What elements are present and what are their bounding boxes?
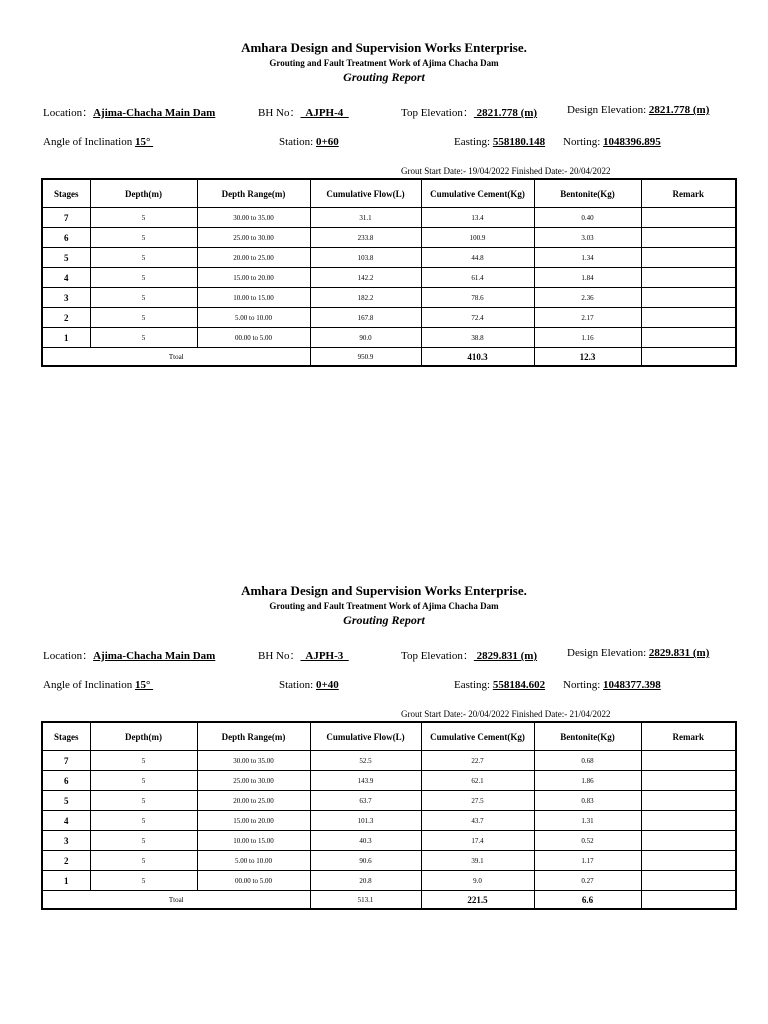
remark-cell [641,851,736,871]
remark-cell [641,208,736,228]
header-depth-range: Depth Range(m) [197,722,310,751]
report-title: Grouting Report [343,70,425,84]
station-value: 0+40 [315,679,339,691]
bh-value: AJPH-4 [300,107,349,119]
bentonite-cell: 1.34 [534,248,641,268]
bh-field [258,104,349,120]
angle-value: 15° [134,136,154,148]
flow-cell: 90.6 [310,851,421,871]
depth-cell: 5 [90,228,197,248]
easting-value: 558180.148 [492,136,546,148]
work-title: Grouting and Fault Treatment Work of Ajima Chacha Dam [269,601,499,611]
table-row [42,851,736,871]
depth-cell: 5 [90,871,197,891]
remark-cell [641,751,736,771]
table-row [42,811,736,831]
remark-cell [641,811,736,831]
stage-cell: 6 [42,228,90,248]
norting-field [563,136,661,148]
angle-label: Angle of Inclination [43,136,135,148]
cement-cell: 17.4 [421,831,534,851]
norting-field [563,679,661,691]
cement-cell: 72.4 [421,308,534,328]
cement-cell: 61.4 [421,268,534,288]
depth-cell: 5 [90,811,197,831]
depth-cell: 5 [90,288,197,308]
stage-cell: 4 [42,811,90,831]
stage-cell: 5 [42,791,90,811]
range-cell: 25.00 to 30.00 [197,771,310,791]
stage-cell: 5 [42,248,90,268]
range-cell: 15.00 to 20.00 [197,268,310,288]
station-field [279,136,339,148]
enterprise-title: Amhara Design and Supervision Works Enterprise. [241,40,527,55]
station-label: Station: [279,136,316,148]
flow-cell: 167.8 [310,308,421,328]
report-title: Grouting Report [343,613,425,627]
stage-cell: 6 [42,771,90,791]
header-bentonite: Bentonite(Kg) [534,179,641,208]
table-row [42,328,736,348]
table-row [42,771,736,791]
design-elevation-field [567,647,709,659]
grouting-table [41,721,737,910]
total-remark [641,891,736,910]
stage-cell: 4 [42,268,90,288]
enterprise-title: Amhara Design and Supervision Works Enterprise. [241,583,527,598]
stage-cell: 3 [42,288,90,308]
work-title: Grouting and Fault Treatment Work of Ajima Chacha Dam [269,58,499,68]
top-elevation-label: Top Elevation： [401,650,474,662]
header-depth-range: Depth Range(m) [197,179,310,208]
depth-cell: 5 [90,208,197,228]
table-header-row [42,722,736,751]
range-cell: 20.00 to 25.00 [197,791,310,811]
table-header-row [42,179,736,208]
bentonite-cell: 0.68 [534,751,641,771]
design-elevation-label: Design Elevation: [567,104,649,116]
grout-dates: Grout Start Date:- 20/04/2022 Finished Date:- 21/04/2022 [401,709,611,719]
top-elevation-value: 2829.831 (m) [473,650,538,662]
norting-label: Norting: [563,136,604,148]
stage-cell: 3 [42,831,90,851]
range-cell: 5.00 to 10.00 [197,851,310,871]
total-flow: 950.9 [310,348,421,367]
remark-cell [641,328,736,348]
easting-field [454,679,545,691]
depth-cell: 5 [90,831,197,851]
total-cement: 410.3 [421,348,534,367]
header-depth: Depth(m) [90,722,197,751]
range-cell: 30.00 to 35.00 [197,208,310,228]
cement-cell: 44.8 [421,248,534,268]
bentonite-cell: 1.84 [534,268,641,288]
location-field [43,104,215,120]
location-label: Location： [43,650,94,662]
flow-cell: 233.8 [310,228,421,248]
remark-cell [641,771,736,791]
header-cumulative-flow: Cumulative Flow(L) [310,722,421,751]
flow-cell: 142.2 [310,268,421,288]
flow-cell: 63.7 [310,791,421,811]
stage-cell: 2 [42,308,90,328]
depth-cell: 5 [90,791,197,811]
header-remark: Remark [641,722,736,751]
location-label: Location： [43,107,94,119]
bentonite-cell: 1.16 [534,328,641,348]
remark-cell [641,831,736,851]
range-cell: 10.00 to 15.00 [197,288,310,308]
total-label: Ttoal [42,348,310,367]
total-row [42,348,736,367]
stage-cell: 1 [42,328,90,348]
design-elevation-value: 2821.778 (m) [648,104,710,116]
station-label: Station: [279,679,316,691]
norting-label: Norting: [563,679,604,691]
header-stages: Stages [42,722,90,751]
header-cumulative-cement: Cumulative Cement(Kg) [421,179,534,208]
table-row [42,268,736,288]
angle-value: 15° [134,679,154,691]
depth-cell: 5 [90,308,197,328]
top-elevation-label: Top Elevation： [401,107,474,119]
stage-cell: 1 [42,871,90,891]
header-bentonite: Bentonite(Kg) [534,722,641,751]
easting-label: Easting: [454,136,493,148]
easting-label: Easting: [454,679,493,691]
grout-dates: Grout Start Date:- 19/04/2022 Finished Date:- 20/04/2022 [401,166,611,176]
depth-cell: 5 [90,248,197,268]
table-row [42,288,736,308]
design-elevation-field [567,104,709,116]
bh-label: BH No： [258,107,301,119]
range-cell: 25.00 to 30.00 [197,228,310,248]
angle-label: Angle of Inclination [43,679,135,691]
table-row [42,831,736,851]
remark-cell [641,288,736,308]
depth-cell: 5 [90,268,197,288]
depth-cell: 5 [90,328,197,348]
norting-value: 1048377.398 [603,679,661,691]
bentonite-cell: 0.83 [534,791,641,811]
flow-cell: 143.9 [310,771,421,791]
top-elevation-value: 2821.778 (m) [473,107,538,119]
table-row [42,751,736,771]
depth-cell: 5 [90,851,197,871]
bentonite-cell: 1.86 [534,771,641,791]
location-value: Ajima-Chacha Main Dam [93,650,216,662]
total-remark [641,348,736,367]
remark-cell [641,268,736,288]
location-field [43,647,215,663]
bentonite-cell: 1.17 [534,851,641,871]
header-stages: Stages [42,179,90,208]
bentonite-cell: 2.36 [534,288,641,308]
cement-cell: 39.1 [421,851,534,871]
table-row [42,791,736,811]
remark-cell [641,308,736,328]
flow-cell: 40.3 [310,831,421,851]
top-elevation-field [401,647,537,663]
flow-cell: 90.0 [310,328,421,348]
bentonite-cell: 0.40 [534,208,641,228]
angle-field [43,679,153,691]
flow-cell: 20.8 [310,871,421,891]
angle-field [43,136,153,148]
flow-cell: 103.8 [310,248,421,268]
header-cumulative-cement: Cumulative Cement(Kg) [421,722,534,751]
table-row [42,308,736,328]
design-elevation-label: Design Elevation: [567,647,649,659]
range-cell: 10.00 to 15.00 [197,831,310,851]
range-cell: 20.00 to 25.00 [197,248,310,268]
depth-cell: 5 [90,771,197,791]
cement-cell: 62.1 [421,771,534,791]
flow-cell: 182.2 [310,288,421,308]
cement-cell: 9.0 [421,871,534,891]
station-value: 0+60 [315,136,339,148]
easting-field [454,136,545,148]
remark-cell [641,228,736,248]
remark-cell [641,791,736,811]
easting-value: 558184.602 [492,679,546,691]
location-value: Ajima-Chacha Main Dam [93,107,216,119]
table-row [42,208,736,228]
cement-cell: 13.4 [421,208,534,228]
flow-cell: 52.5 [310,751,421,771]
header-cumulative-flow: Cumulative Flow(L) [310,179,421,208]
remark-cell [641,871,736,891]
bentonite-cell: 3.03 [534,228,641,248]
bh-field [258,647,349,663]
cement-cell: 43.7 [421,811,534,831]
total-flow: 513.1 [310,891,421,910]
station-field [279,679,339,691]
cement-cell: 22.7 [421,751,534,771]
flow-cell: 31.1 [310,208,421,228]
range-cell: 00.00 to 5.00 [197,871,310,891]
total-cement: 221.5 [421,891,534,910]
top-elevation-field [401,104,537,120]
total-bentonite: 6.6 [534,891,641,910]
grouting-table [41,178,737,367]
bh-label: BH No： [258,650,301,662]
total-row [42,891,736,910]
table-row [42,248,736,268]
stage-cell: 7 [42,751,90,771]
range-cell: 5.00 to 10.00 [197,308,310,328]
header-remark: Remark [641,179,736,208]
bh-value: AJPH-3 [300,650,349,662]
range-cell: 15.00 to 20.00 [197,811,310,831]
stage-cell: 7 [42,208,90,228]
total-label: Ttoal [42,891,310,910]
bentonite-cell: 0.27 [534,871,641,891]
flow-cell: 101.3 [310,811,421,831]
norting-value: 1048396.895 [603,136,661,148]
cement-cell: 100.9 [421,228,534,248]
bentonite-cell: 1.31 [534,811,641,831]
bentonite-cell: 0.52 [534,831,641,851]
header-depth: Depth(m) [90,179,197,208]
table-row [42,228,736,248]
table-row [42,871,736,891]
cement-cell: 78.6 [421,288,534,308]
bentonite-cell: 2.17 [534,308,641,328]
depth-cell: 5 [90,751,197,771]
remark-cell [641,248,736,268]
range-cell: 30.00 to 35.00 [197,751,310,771]
stage-cell: 2 [42,851,90,871]
cement-cell: 38.8 [421,328,534,348]
cement-cell: 27.5 [421,791,534,811]
range-cell: 00.00 to 5.00 [197,328,310,348]
total-bentonite: 12.3 [534,348,641,367]
design-elevation-value: 2829.831 (m) [648,647,710,659]
